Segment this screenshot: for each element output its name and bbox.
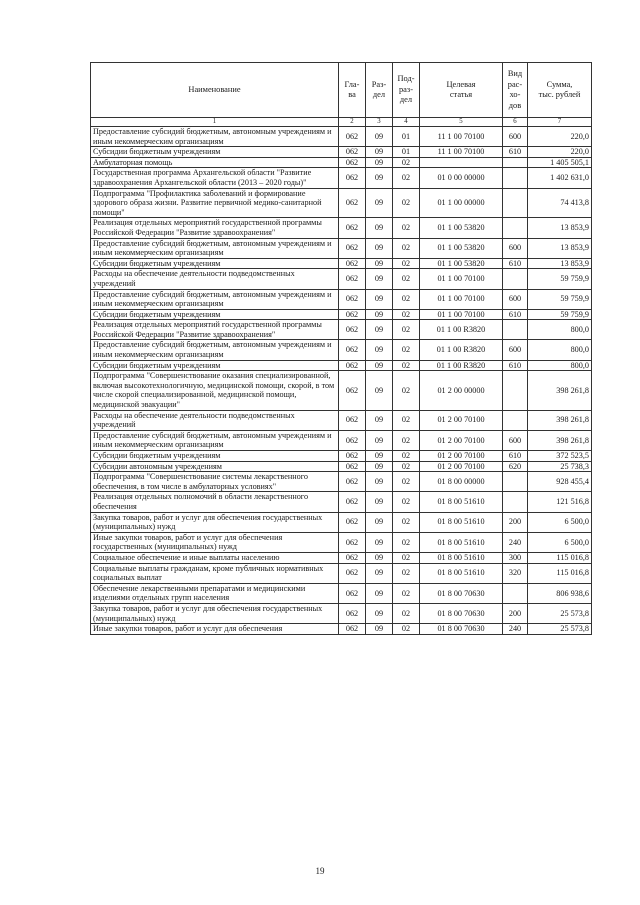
row-glava: 062 [339, 360, 366, 371]
row-podrazdel: 02 [393, 563, 420, 583]
row-expense-type [503, 188, 528, 218]
row-expense-type: 610 [503, 309, 528, 320]
row-glava: 062 [339, 532, 366, 552]
row-glava: 062 [339, 157, 366, 168]
row-name: Предоставление субсидий бюджетным, автономным учреждениям и иным некоммерческим организациям [91, 238, 339, 258]
row-glava: 062 [339, 603, 366, 623]
table-row [91, 289, 592, 309]
row-sum: 74 413,8 [528, 188, 592, 218]
row-podrazdel: 02 [393, 371, 420, 410]
row-razdel: 09 [366, 258, 393, 269]
row-sum: 1 405 505,1 [528, 157, 592, 168]
row-glava: 062 [339, 340, 366, 360]
row-glava: 062 [339, 430, 366, 450]
table-row [91, 430, 592, 450]
table-row [91, 461, 592, 472]
budget-table [90, 62, 592, 635]
row-target-article: 01 2 00 70100 [420, 451, 503, 462]
row-expense-type: 610 [503, 451, 528, 462]
row-podrazdel: 02 [393, 258, 420, 269]
table-row [91, 552, 592, 563]
row-name: Закупка товаров, работ и услуг для обеспечения государственных (муниципальных) нужд [91, 512, 339, 532]
table-row [91, 218, 592, 238]
row-expense-type: 600 [503, 430, 528, 450]
row-glava: 062 [339, 371, 366, 410]
row-name: Государственная программа Архангельской области "Развитие здравоохранения Архангельской области (2013 – 2020 годы)" [91, 168, 339, 188]
row-podrazdel: 02 [393, 583, 420, 603]
row-glava: 062 [339, 320, 366, 340]
row-podrazdel: 02 [393, 552, 420, 563]
column-number: 6 [503, 118, 528, 127]
row-glava: 062 [339, 238, 366, 258]
row-name: Социальные выплаты гражданам, кроме публичных нормативных социальных выплат [91, 563, 339, 583]
row-razdel: 09 [366, 552, 393, 563]
row-target-article: 01 1 00 70100 [420, 269, 503, 289]
row-expense-type [503, 583, 528, 603]
row-name: Субсидии бюджетным учреждениям [91, 360, 339, 371]
row-name: Реализация отдельных мероприятий государственной программы Российской Федерации "Развитие здравоохранения" [91, 320, 339, 340]
row-podrazdel: 02 [393, 320, 420, 340]
row-name: Расходы на обеспечение деятельности подведомственных учреждений [91, 269, 339, 289]
table-row [91, 451, 592, 462]
row-razdel: 09 [366, 168, 393, 188]
table-row [91, 258, 592, 269]
row-razdel: 09 [366, 430, 393, 450]
row-razdel: 09 [366, 583, 393, 603]
row-sum: 398 261,8 [528, 410, 592, 430]
row-sum: 928 455,4 [528, 472, 592, 492]
row-target-article: 01 8 00 70630 [420, 603, 503, 623]
table-row [91, 624, 592, 635]
row-sum: 806 938,6 [528, 583, 592, 603]
row-sum: 115 016,8 [528, 563, 592, 583]
row-expense-type [503, 320, 528, 340]
row-glava: 062 [339, 512, 366, 532]
row-razdel: 09 [366, 147, 393, 158]
row-podrazdel: 02 [393, 157, 420, 168]
row-podrazdel: 02 [393, 624, 420, 635]
table-row [91, 309, 592, 320]
table-body [91, 127, 592, 635]
row-name: Предоставление субсидий бюджетным, автономным учреждениям и иным некоммерческим организациям [91, 289, 339, 309]
row-sum: 25 573,8 [528, 624, 592, 635]
row-target-article [420, 157, 503, 168]
row-razdel: 09 [366, 188, 393, 218]
row-name: Предоставление субсидий бюджетным, автономным учреждениям и иным некоммерческим организациям [91, 340, 339, 360]
row-expense-type: 200 [503, 512, 528, 532]
row-sum: 800,0 [528, 340, 592, 360]
row-expense-type: 320 [503, 563, 528, 583]
column-number: 1 [91, 118, 339, 127]
table-row [91, 168, 592, 188]
row-target-article: 01 1 00 R3820 [420, 360, 503, 371]
row-sum: 59 759,9 [528, 309, 592, 320]
row-target-article: 01 8 00 70630 [420, 583, 503, 603]
row-name: Расходы на обеспечение деятельности подведомственных учреждений [91, 410, 339, 430]
row-razdel: 09 [366, 512, 393, 532]
row-podrazdel: 02 [393, 492, 420, 512]
row-podrazdel: 02 [393, 309, 420, 320]
table-row [91, 360, 592, 371]
row-target-article: 01 1 00 70100 [420, 309, 503, 320]
page-number: 19 [315, 866, 325, 876]
row-podrazdel: 02 [393, 410, 420, 430]
table-row [91, 127, 592, 147]
row-sum: 800,0 [528, 360, 592, 371]
row-podrazdel: 02 [393, 168, 420, 188]
row-target-article: 11 1 00 70100 [420, 147, 503, 158]
row-podrazdel: 02 [393, 451, 420, 462]
row-target-article: 01 2 00 70100 [420, 430, 503, 450]
row-sum: 59 759,9 [528, 289, 592, 309]
row-target-article: 01 8 00 00000 [420, 472, 503, 492]
row-razdel: 09 [366, 624, 393, 635]
table-row [91, 340, 592, 360]
row-target-article: 01 1 00 R3820 [420, 340, 503, 360]
row-glava: 062 [339, 552, 366, 563]
row-podrazdel: 02 [393, 430, 420, 450]
header-row [91, 63, 592, 118]
row-target-article: 01 1 00 53820 [420, 238, 503, 258]
row-name: Субсидии бюджетным учреждениям [91, 147, 339, 158]
row-glava: 062 [339, 258, 366, 269]
row-target-article: 01 1 00 53820 [420, 218, 503, 238]
row-razdel: 09 [366, 340, 393, 360]
row-name: Подпрограмма "Совершенствование оказания специализированной, включая высокотехнологичную, медицинской помощи, скорой, в том числе скорой специализированной, медицинской помощи, медицинской эвакуации" [91, 371, 339, 410]
row-glava: 062 [339, 492, 366, 512]
row-name: Реализация отдельных мероприятий государственной программы Российской Федерации "Развитие здравоохранения" [91, 218, 339, 238]
row-name: Субсидии бюджетным учреждениям [91, 309, 339, 320]
table-row [91, 512, 592, 532]
row-expense-type [503, 492, 528, 512]
row-glava: 062 [339, 451, 366, 462]
table-row [91, 603, 592, 623]
row-razdel: 09 [366, 603, 393, 623]
row-sum: 13 853,9 [528, 258, 592, 269]
row-glava: 062 [339, 472, 366, 492]
row-expense-type: 240 [503, 624, 528, 635]
row-glava: 062 [339, 188, 366, 218]
row-sum: 6 500,0 [528, 512, 592, 532]
row-sum: 121 516,8 [528, 492, 592, 512]
row-sum: 6 500,0 [528, 532, 592, 552]
row-target-article: 01 8 00 70630 [420, 624, 503, 635]
column-number: 7 [528, 118, 592, 127]
row-razdel: 09 [366, 492, 393, 512]
row-podrazdel: 01 [393, 127, 420, 147]
row-name: Предоставление субсидий бюджетным, автономным учреждениям и иным некоммерческим организациям [91, 127, 339, 147]
row-glava: 062 [339, 583, 366, 603]
row-razdel: 09 [366, 472, 393, 492]
row-target-article: 01 2 00 70100 [420, 410, 503, 430]
row-razdel: 09 [366, 289, 393, 309]
row-expense-type [503, 168, 528, 188]
header-podrazdel: Под- раз- дел [393, 63, 420, 118]
row-sum: 25 738,3 [528, 461, 592, 472]
row-target-article: 01 8 00 51610 [420, 532, 503, 552]
row-name: Субсидии бюджетным учреждениям [91, 451, 339, 462]
row-expense-type: 610 [503, 360, 528, 371]
row-expense-type [503, 269, 528, 289]
row-razdel: 09 [366, 238, 393, 258]
row-podrazdel: 02 [393, 532, 420, 552]
row-razdel: 09 [366, 218, 393, 238]
row-target-article: 01 1 00 00000 [420, 188, 503, 218]
table-row [91, 472, 592, 492]
row-sum: 372 523,5 [528, 451, 592, 462]
row-razdel: 09 [366, 532, 393, 552]
column-number: 3 [366, 118, 393, 127]
row-razdel: 09 [366, 563, 393, 583]
row-name: Реализация отдельных полномочий в области лекарственного обеспечения [91, 492, 339, 512]
column-number: 2 [339, 118, 366, 127]
row-name: Субсидии бюджетным учреждениям [91, 258, 339, 269]
row-expense-type: 610 [503, 258, 528, 269]
row-target-article: 01 2 00 70100 [420, 461, 503, 472]
header-sum: Сумма, тыс. рублей [528, 63, 592, 118]
table-row [91, 371, 592, 410]
table-row [91, 563, 592, 583]
row-expense-type [503, 218, 528, 238]
row-name: Субсидии автономным учреждениям [91, 461, 339, 472]
row-podrazdel: 02 [393, 188, 420, 218]
row-target-article: 01 2 00 00000 [420, 371, 503, 410]
row-expense-type [503, 472, 528, 492]
row-sum: 115 016,8 [528, 552, 592, 563]
row-razdel: 09 [366, 320, 393, 340]
row-expense-type: 600 [503, 127, 528, 147]
row-sum: 59 759,9 [528, 269, 592, 289]
row-target-article: 01 8 00 51610 [420, 563, 503, 583]
column-number-row [91, 118, 592, 127]
table-row [91, 188, 592, 218]
row-razdel: 09 [366, 127, 393, 147]
table-row [91, 320, 592, 340]
row-sum: 398 261,8 [528, 430, 592, 450]
row-podrazdel: 02 [393, 512, 420, 532]
table-row [91, 492, 592, 512]
row-expense-type: 610 [503, 147, 528, 158]
row-podrazdel: 01 [393, 147, 420, 158]
row-razdel: 09 [366, 309, 393, 320]
row-podrazdel: 02 [393, 218, 420, 238]
row-name: Подпрограмма "Совершенствование системы лекарственного обеспечения, в том числе в амбулаторных условиях" [91, 472, 339, 492]
row-glava: 062 [339, 624, 366, 635]
row-glava: 062 [339, 168, 366, 188]
row-expense-type [503, 410, 528, 430]
row-sum: 800,0 [528, 320, 592, 340]
row-target-article: 01 1 00 70100 [420, 289, 503, 309]
row-podrazdel: 02 [393, 289, 420, 309]
row-expense-type: 200 [503, 603, 528, 623]
table-row [91, 269, 592, 289]
row-name: Предоставление субсидий бюджетным, автономным учреждениям и иным некоммерческим организациям [91, 430, 339, 450]
row-glava: 062 [339, 147, 366, 158]
row-target-article: 01 1 00 R3820 [420, 320, 503, 340]
header-target-article: Целевая статья [420, 63, 503, 118]
row-glava: 062 [339, 218, 366, 238]
table-row [91, 147, 592, 158]
row-expense-type [503, 371, 528, 410]
row-target-article: 01 1 00 53820 [420, 258, 503, 269]
row-name: Социальное обеспечение и иные выплаты населению [91, 552, 339, 563]
row-glava: 062 [339, 461, 366, 472]
row-podrazdel: 02 [393, 461, 420, 472]
header-expense-type: Вид рас- хо- дов [503, 63, 528, 118]
row-podrazdel: 02 [393, 269, 420, 289]
row-expense-type [503, 157, 528, 168]
table-row [91, 157, 592, 168]
row-glava: 062 [339, 127, 366, 147]
row-podrazdel: 02 [393, 360, 420, 371]
table-row [91, 238, 592, 258]
row-glava: 062 [339, 269, 366, 289]
row-target-article: 01 8 00 51610 [420, 512, 503, 532]
row-sum: 220,0 [528, 127, 592, 147]
row-sum: 13 853,9 [528, 238, 592, 258]
table-row [91, 410, 592, 430]
row-glava: 062 [339, 410, 366, 430]
header-glava: Гла- ва [339, 63, 366, 118]
row-name: Закупка товаров, работ и услуг для обеспечения государственных (муниципальных) нужд [91, 603, 339, 623]
row-glava: 062 [339, 289, 366, 309]
row-target-article: 11 1 00 70100 [420, 127, 503, 147]
row-razdel: 09 [366, 451, 393, 462]
row-razdel: 09 [366, 157, 393, 168]
header-name: Наименование [91, 63, 339, 118]
row-podrazdel: 02 [393, 238, 420, 258]
row-razdel: 09 [366, 269, 393, 289]
row-podrazdel: 02 [393, 472, 420, 492]
row-expense-type: 240 [503, 532, 528, 552]
row-sum: 25 573,8 [528, 603, 592, 623]
row-expense-type: 300 [503, 552, 528, 563]
table-row [91, 532, 592, 552]
row-razdel: 09 [366, 461, 393, 472]
row-podrazdel: 02 [393, 340, 420, 360]
row-name: Подпрограмма "Профилактика заболеваний и формирование здорового образа жизни. Развитие первичной медико-санитарной помощи" [91, 188, 339, 218]
row-glava: 062 [339, 563, 366, 583]
row-name: Обеспечение лекарственными препаратами и медицинскими изделиями отдельных групп населения [91, 583, 339, 603]
column-number: 4 [393, 118, 420, 127]
row-sum: 398 261,8 [528, 371, 592, 410]
header-razdel: Раз- дел [366, 63, 393, 118]
row-sum: 1 402 631,0 [528, 168, 592, 188]
row-target-article: 01 8 00 51610 [420, 492, 503, 512]
row-sum: 220,0 [528, 147, 592, 158]
table-row [91, 583, 592, 603]
row-target-article: 01 0 00 00000 [420, 168, 503, 188]
row-podrazdel: 02 [393, 603, 420, 623]
row-expense-type: 600 [503, 340, 528, 360]
row-expense-type: 600 [503, 238, 528, 258]
row-sum: 13 853,9 [528, 218, 592, 238]
row-razdel: 09 [366, 410, 393, 430]
row-razdel: 09 [366, 360, 393, 371]
row-name: Амбулаторная помощь [91, 157, 339, 168]
row-target-article: 01 8 00 51610 [420, 552, 503, 563]
row-expense-type: 600 [503, 289, 528, 309]
row-expense-type: 620 [503, 461, 528, 472]
row-name: Иные закупки товаров, работ и услуг для обеспечения государственных (муниципальных) нужд [91, 532, 339, 552]
column-number: 5 [420, 118, 503, 127]
row-name: Иные закупки товаров, работ и услуг для обеспечения [91, 624, 339, 635]
row-glava: 062 [339, 309, 366, 320]
row-razdel: 09 [366, 371, 393, 410]
